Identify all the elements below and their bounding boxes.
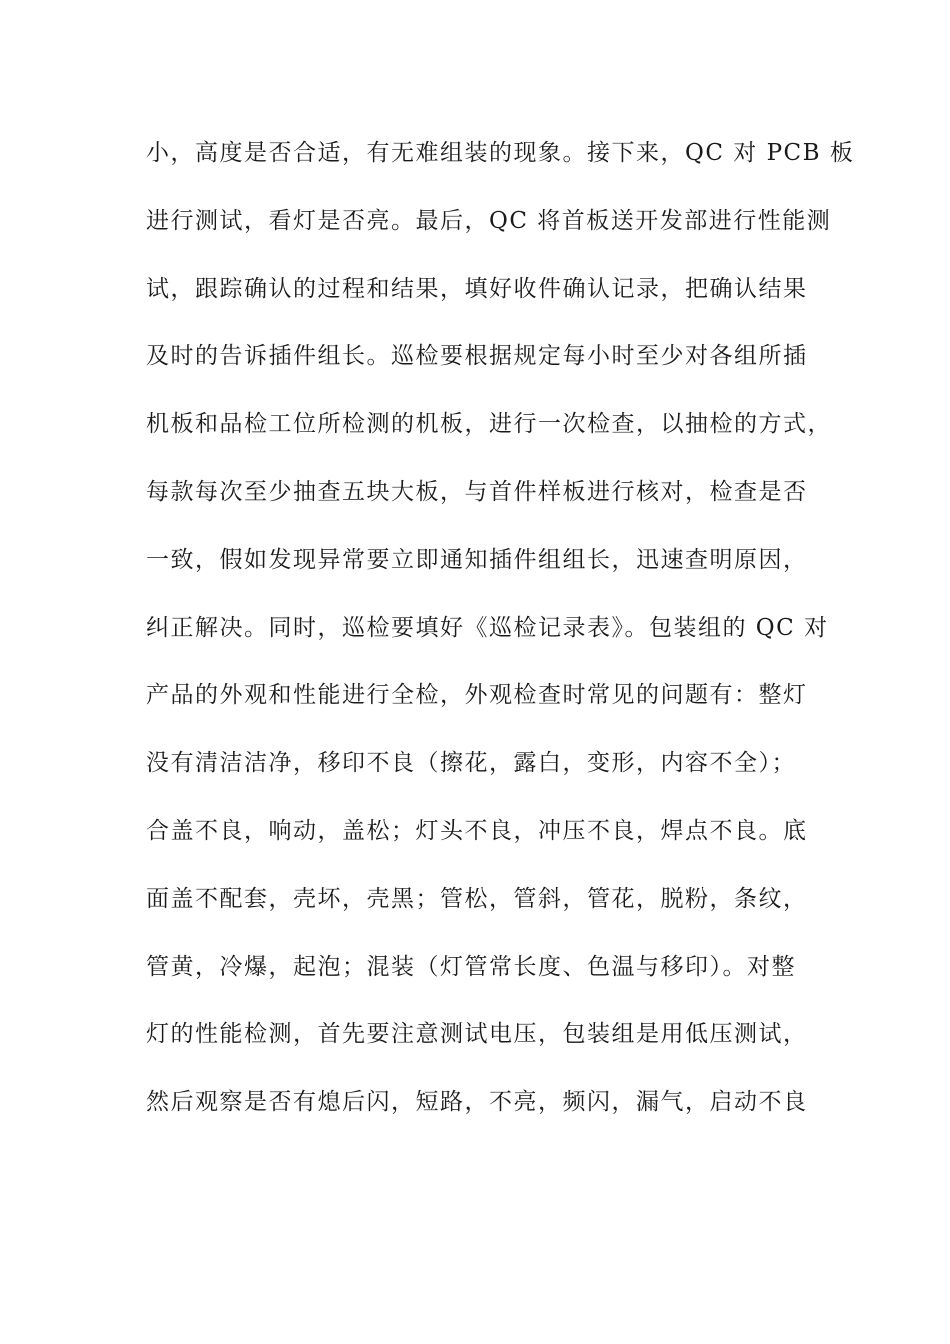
text-line: 小，高度是否合适，有无难组装的现象。接下来，QC 对 PCB 板 (146, 140, 855, 166)
text-line: 每款每次至少抽查五块大板，与首件样板进行核对，检查是否 (146, 478, 808, 505)
text-line: 机板和品检工位所检测的机板，进行一次检查，以抽检的方式， (146, 411, 832, 438)
body-text (146, 130, 855, 1147)
text-line: 一致，假如发现异常要立即通知插件组组长，迅速查明原因， (146, 546, 808, 573)
text-line: 及时的告诉插件组长。巡检要根据规定每小时至少对各组所插 (146, 343, 808, 370)
text-line: 合盖不良，响动，盖松；灯头不良，冲压不良，焊点不良。底 (146, 817, 808, 844)
text-line: 灯的性能检测，首先要注意测试电压，包装组是用低压测试， (146, 1021, 808, 1048)
text-line: 管黄，冷爆，起泡；混装（灯管常长度、色温与移印）。对整 (146, 953, 796, 980)
text-line: 产品的外观和性能进行全检，外观检查时常见的问题有：整灯 (146, 682, 808, 709)
text-line: 没有清洁洁净，移印不良（擦花，露白，变形，内容不全）； (146, 750, 796, 777)
text-line: 然后观察是否有熄后闪，短路，不亮，频闪，漏气，启动不良 (146, 1089, 808, 1116)
text-line: 试，跟踪确认的过程和结果，填好收件确认记录，把确认结果 (146, 275, 808, 302)
text-line: 纠正解决。同时，巡检要填好《巡检记录表》。包装组的 QC 对 (146, 614, 829, 641)
text-line: 面盖不配套，壳坏，壳黑；管松，管斜，管花，脱粉，条纹， (146, 885, 808, 912)
text-line: 进行测试，看灯是否亮。最后，QC 将首板送开发部进行性能测 (146, 207, 832, 234)
